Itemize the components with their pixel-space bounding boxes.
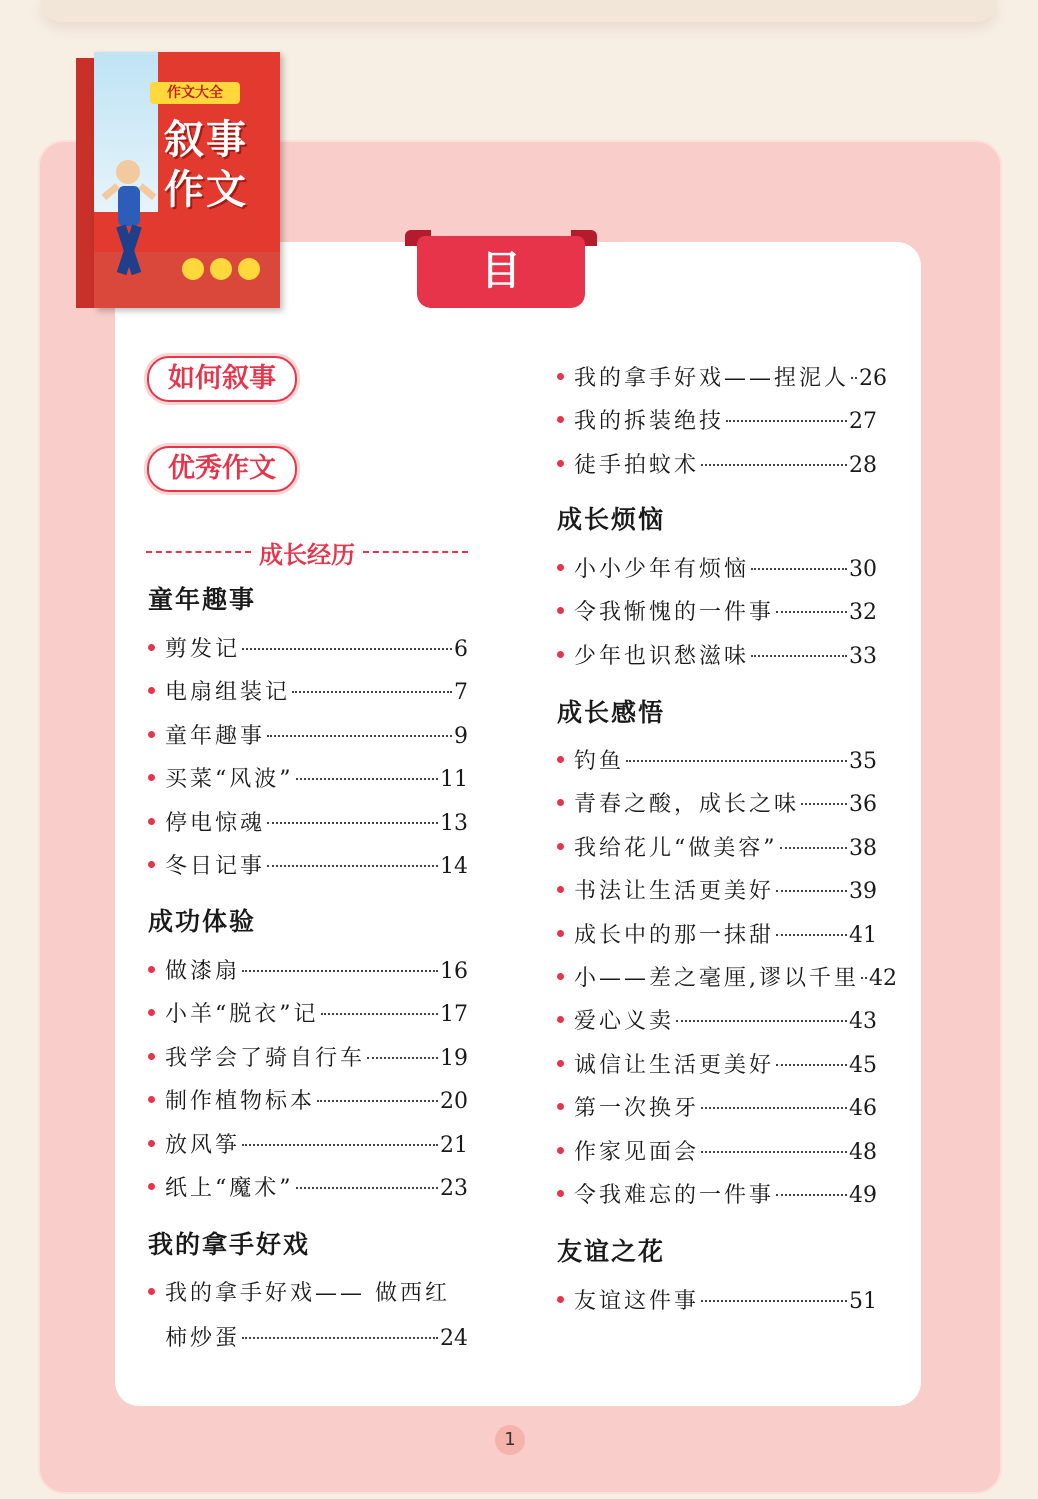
- toc-entry-page: 23: [440, 1176, 468, 1201]
- toc-entry[interactable]: [557, 404, 877, 435]
- toc-entry-title: 钓鱼: [574, 749, 625, 774]
- toc-entry-title: 我的拿手好戏—— 做西红: [165, 1281, 450, 1306]
- toc-entry-page: 51: [849, 1289, 877, 1314]
- bullet-dot: [557, 373, 564, 380]
- toc-entry[interactable]: [557, 1004, 877, 1035]
- toc-entry[interactable]: [557, 639, 877, 670]
- toc-entry[interactable]: [148, 762, 468, 793]
- dot-leader: [296, 1187, 439, 1189]
- dot-leader: [292, 691, 452, 693]
- dot-leader: [701, 464, 847, 466]
- bullet-dot: [148, 966, 155, 973]
- bullet-dot: [148, 774, 155, 781]
- toc-entry-page: 45: [849, 1052, 877, 1078]
- bullet-dot: [148, 1140, 155, 1147]
- toc-entry-title: 童年趣事: [165, 723, 266, 749]
- dot-leader: [751, 655, 847, 657]
- toc-entry-page: 30: [849, 557, 877, 582]
- top-decor-band: [40, 0, 998, 22]
- toc-entry-page: 35: [849, 749, 877, 774]
- pill-how-to-narrate: 如何叙事: [147, 356, 297, 402]
- toc-entry[interactable]: [148, 1041, 468, 1072]
- bullet-dot: [148, 687, 155, 694]
- toc-entry-page: 7: [454, 680, 468, 706]
- toc-entry-title: 小羊“脱衣”记: [165, 1002, 319, 1028]
- toc-entry-page: 46: [849, 1096, 877, 1122]
- toc-entry[interactable]: [148, 954, 468, 985]
- pill-excellent-essays: 优秀作文: [147, 446, 297, 492]
- bullet-dot: [557, 564, 564, 571]
- toc-entry-page: 42: [869, 966, 897, 991]
- bullet-dot: [148, 1096, 155, 1103]
- toc-entry[interactable]: [557, 448, 877, 479]
- dot-leader: [242, 1144, 438, 1146]
- dot-leader: [321, 1013, 439, 1015]
- toc-title: 目录: [417, 236, 585, 308]
- bullet-dot: [557, 1103, 564, 1110]
- toc-entry[interactable]: [557, 787, 877, 818]
- toc-entry-title: 少年也识愁滋味: [574, 643, 750, 669]
- bullet-dot: [148, 731, 155, 738]
- section-heading-text: 成长经历: [259, 540, 355, 569]
- toc-entry[interactable]: [148, 806, 468, 837]
- bullet-dot: [557, 1016, 564, 1023]
- bullet-dot: [557, 1147, 564, 1154]
- book-front: [94, 52, 280, 308]
- toc-entry-title: 作家见面会: [574, 1139, 700, 1165]
- toc-entry-page: 17: [440, 1002, 468, 1028]
- toc-entry-title: 纸上“魔术”: [165, 1176, 294, 1201]
- bullet-dot: [557, 1296, 564, 1303]
- toc-entry[interactable]: [148, 632, 468, 663]
- page-number: 1: [495, 1425, 525, 1455]
- dot-leader: [626, 760, 847, 762]
- book-banner: 作文大全: [150, 82, 240, 104]
- toc-entry[interactable]: [148, 719, 468, 750]
- toc-title-tab: [405, 230, 597, 364]
- toc-entry-title: 我学会了骑自行车: [165, 1045, 366, 1071]
- toc-entry[interactable]: [148, 1128, 468, 1159]
- bullet-dot: [557, 1190, 564, 1197]
- toc-category: 成长烦恼: [557, 505, 666, 534]
- toc-entry-page: 9: [454, 723, 468, 749]
- dot-leader: [751, 568, 847, 570]
- dot-leader: [242, 970, 438, 972]
- dot-leader: [367, 1057, 438, 1059]
- toc-category: 童年趣事: [148, 585, 257, 614]
- toc-entry-title: 小小少年有烦恼: [574, 557, 750, 582]
- dot-leader: [776, 611, 847, 613]
- toc-entry-title: 电扇组装记: [165, 680, 291, 706]
- bullet-dot: [148, 644, 155, 651]
- toc-entry-page: 24: [440, 1326, 468, 1351]
- toc-entry-page: 48: [849, 1139, 877, 1165]
- toc-entry[interactable]: [557, 744, 877, 775]
- toc-entry-page: 19: [440, 1045, 468, 1071]
- toc-entry-page: 38: [849, 835, 877, 861]
- toc-entry-page: 28: [849, 452, 877, 478]
- dot-leader: [861, 977, 867, 979]
- toc-entry-title: 停电惊魂: [165, 810, 266, 836]
- toc-entry-continued[interactable]: [165, 1321, 468, 1352]
- toc-entry[interactable]: [557, 1135, 877, 1166]
- toc-entry-title: 书法让生活更美好: [574, 879, 775, 905]
- bullet-dot: [557, 651, 564, 658]
- dot-leader: [776, 1194, 847, 1196]
- dot-leader: [726, 420, 847, 422]
- toc-entry-title: 令我惭愧的一件事: [574, 600, 775, 626]
- bullet-dot: [148, 861, 155, 868]
- book-title-line2: 作文: [164, 167, 248, 213]
- bullet-dot: [557, 799, 564, 806]
- book-cover-image: [76, 52, 280, 308]
- dot-leader: [780, 847, 848, 849]
- toc-entry-title: 我给花儿“做美容”: [574, 835, 778, 861]
- bullet-dot: [557, 416, 564, 423]
- toc-entry-title: 徒手拍蚊术: [574, 452, 700, 478]
- dot-leader: [676, 1020, 847, 1022]
- toc-entry-page: 39: [849, 879, 877, 905]
- toc-entry[interactable]: [557, 918, 877, 949]
- dot-leader: [296, 778, 439, 780]
- toc-entry-title: 青春之酸，成长之味: [574, 792, 800, 818]
- toc-category: 成功体验: [148, 907, 257, 936]
- dot-leader: [851, 377, 857, 379]
- dot-leader: [701, 1107, 847, 1109]
- toc-entry-title: 冬日记事: [165, 854, 266, 879]
- bullet-dot: [148, 1053, 155, 1060]
- dot-leader: [267, 822, 438, 824]
- toc-entry-title: 我的拆装绝技: [574, 409, 725, 435]
- dot-leader: [267, 735, 452, 737]
- running-child-illustration: [98, 142, 158, 302]
- toc-entry[interactable]: [148, 1171, 468, 1202]
- toc-entry-page: 26: [859, 366, 888, 391]
- toc-entry[interactable]: [148, 675, 468, 706]
- dot-leader: [776, 890, 847, 892]
- toc-entry-page: 33: [849, 643, 877, 669]
- toc-entry-page: 16: [440, 959, 468, 984]
- bullet-dot: [557, 607, 564, 614]
- toc-entry-title: 我的拿手好戏——捏泥人: [574, 366, 850, 391]
- toc-entry-page: 36: [849, 792, 877, 818]
- book-title-line1: 叙事: [164, 117, 248, 163]
- toc-entry-title: 买菜“风波”: [165, 767, 294, 793]
- toc-entry[interactable]: [557, 552, 877, 583]
- bullet-dot: [148, 1009, 155, 1016]
- toc-entry-page: 6: [454, 637, 468, 662]
- toc-entry-title: 令我难忘的一件事: [574, 1183, 775, 1208]
- dot-leader: [776, 934, 847, 936]
- bullet-dot: [557, 973, 564, 980]
- dot-leader: [701, 1151, 847, 1153]
- toc-entry-page: 41: [849, 922, 877, 948]
- bullet-dot: [148, 1183, 155, 1190]
- dot-leader: [242, 648, 452, 650]
- dot-leader: [776, 1064, 847, 1066]
- toc-entry-title: 成长中的那一抹甜: [574, 922, 775, 948]
- section-heading: [146, 536, 468, 568]
- bullet-dot: [557, 843, 564, 850]
- bullet-dot: [148, 818, 155, 825]
- toc-entry-page: 43: [849, 1009, 877, 1035]
- toc-entry[interactable]: [148, 1276, 468, 1307]
- toc-entry[interactable]: [557, 361, 888, 392]
- toc-entry-title: 第一次换牙: [574, 1096, 700, 1122]
- toc-category: 成长感悟: [557, 698, 666, 727]
- toc-entry[interactable]: [148, 997, 468, 1028]
- toc-entry-page: 49: [849, 1183, 877, 1208]
- bullet-dot: [557, 756, 564, 763]
- bullet-dot: [557, 1060, 564, 1067]
- toc-entry-title: 小——差之毫厘,谬以千里: [574, 966, 859, 991]
- toc-entry-title: 剪发记: [165, 637, 241, 662]
- toc-category: 友谊之花: [557, 1237, 666, 1266]
- toc-entry[interactable]: [557, 831, 877, 862]
- toc-entry-page: 32: [849, 600, 877, 626]
- toc-entry[interactable]: [557, 961, 897, 992]
- toc-entry[interactable]: [557, 874, 877, 905]
- toc-entry-title-cont: 柿炒蛋: [165, 1326, 241, 1351]
- toc-category: 我的拿手好戏: [148, 1230, 311, 1259]
- dot-leader: [317, 1100, 438, 1102]
- toc-entry-page: 21: [440, 1132, 468, 1158]
- toc-entry[interactable]: [148, 1084, 468, 1115]
- book-spine: [76, 58, 96, 308]
- toc-entry[interactable]: [557, 1091, 877, 1122]
- bullet-dot: [557, 930, 564, 937]
- toc-entry[interactable]: [557, 1284, 877, 1315]
- toc-entry-title: 爱心义卖: [574, 1009, 675, 1035]
- toc-entry-page: 20: [440, 1089, 468, 1115]
- toc-entry-page: 13: [440, 810, 468, 836]
- dot-leader: [701, 1300, 847, 1302]
- toc-entry[interactable]: [148, 849, 468, 880]
- toc-entry-title: 诚信让生活更美好: [574, 1052, 775, 1078]
- toc-entry[interactable]: [557, 1048, 877, 1079]
- toc-entry-page: 11: [440, 767, 468, 793]
- bullet-dot: [557, 886, 564, 893]
- toc-entry[interactable]: [557, 595, 877, 626]
- dot-leader: [801, 803, 847, 805]
- toc-entry-title: 做漆扇: [165, 959, 241, 984]
- bullet-dot: [148, 1288, 155, 1295]
- toc-entry-page: 27: [849, 409, 877, 435]
- dot-leader: [242, 1337, 438, 1339]
- toc-entry-title: 放风筝: [165, 1132, 241, 1158]
- bullet-dot: [557, 460, 564, 467]
- toc-entry[interactable]: [557, 1178, 877, 1209]
- toc-entry-page: 14: [440, 854, 468, 879]
- toc-entry-title: 友谊这件事: [574, 1289, 700, 1314]
- toc-entry-title: 制作植物标本: [165, 1089, 316, 1115]
- dot-leader: [267, 865, 438, 867]
